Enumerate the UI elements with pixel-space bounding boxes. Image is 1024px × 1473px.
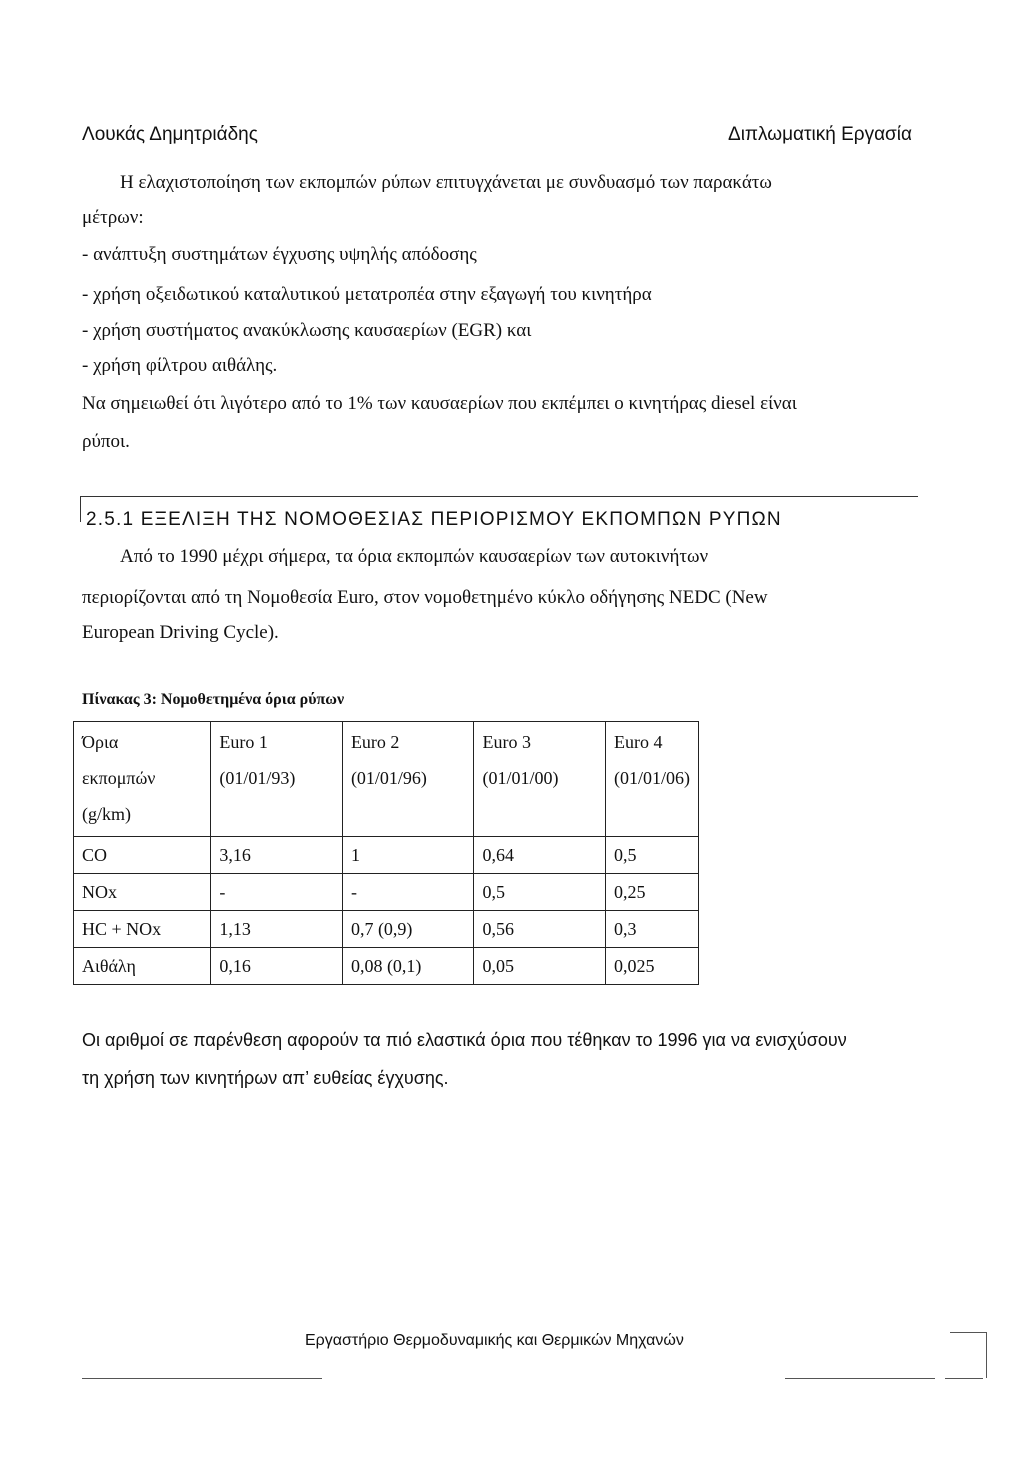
header-cell-line: Euro 3 bbox=[482, 732, 531, 752]
note-line-2: ρύποι. bbox=[82, 431, 130, 452]
header-cell-line: Όρια bbox=[82, 732, 119, 752]
bullet-item: - χρήση οξειδωτικού καταλυτικού μετατροπέα στην εξαγωγή του κινητήρα bbox=[82, 284, 652, 305]
section-para-line-1: Από το 1990 μέχρι σήμερα, τα όρια εκπομπών καυσαερίων των αυτοκινήτων bbox=[120, 546, 709, 567]
header-author: Λουκάς Δημητριάδης bbox=[82, 124, 258, 145]
table-cell: HC + NOx bbox=[74, 911, 211, 948]
section-para-line-3: European Driving Cycle). bbox=[82, 622, 279, 643]
bullet-item: - χρήση φίλτρου αιθάλης. bbox=[82, 355, 278, 376]
table-cell: - bbox=[342, 874, 474, 911]
header-cell-limits bbox=[74, 722, 211, 837]
header-cell-line: εκπομπών bbox=[82, 768, 156, 788]
emission-limits-table bbox=[73, 721, 699, 985]
table-cell: 0,5 bbox=[474, 874, 606, 911]
intro-line-1: Η ελαχιστοποίηση των εκπομπών ρύπων επιτυγχάνεται με συνδυασμό των παρακάτω bbox=[120, 172, 772, 193]
header-cell-line: Euro 4 bbox=[614, 732, 663, 752]
note-line-1: Να σημειωθεί ότι λιγότερο από το 1% των καυσαερίων που εκπέμπει ο κινητήρας diesel είναι bbox=[82, 393, 797, 414]
footer-corner-side bbox=[986, 1332, 987, 1378]
header-cell-line: (g/km) bbox=[82, 804, 131, 824]
bullet-item: - ανάπτυξη συστημάτων έγχυσης υψηλής απόδοσης bbox=[82, 244, 477, 265]
table-cell: 0,64 bbox=[474, 837, 606, 874]
table-cell: 0,25 bbox=[606, 874, 699, 911]
table-cell: 0,7 (0,9) bbox=[342, 911, 474, 948]
section-side-tick bbox=[80, 496, 81, 522]
footer-corner-top bbox=[950, 1332, 986, 1333]
header-cell-euro3 bbox=[474, 722, 606, 837]
header-cell-line: (01/01/93) bbox=[219, 768, 296, 788]
header-cell-line: Euro 1 bbox=[219, 732, 268, 752]
table-caption: Πίνακας 3: Νομοθετημένα όρια ρύπων bbox=[82, 691, 345, 708]
table-cell: 0,3 bbox=[606, 911, 699, 948]
footer-rule-left bbox=[82, 1378, 322, 1379]
table-cell: 0,025 bbox=[606, 948, 699, 985]
table-cell: 1,13 bbox=[211, 911, 343, 948]
table-cell: NOx bbox=[74, 874, 211, 911]
after-table-line-1: Οι αριθμοί σε παρένθεση αφορούν τα πιό ελαστικά όρια που τέθηκαν το 1996 για να ενισχύσουν bbox=[82, 1030, 847, 1050]
section-heading: 2.5.1 ΕΞΕΛΙΞΗ ΤΗΣ ΝΟΜΟΘΕΣΙΑΣ ΠΕΡΙΟΡΙΣΜΟΥ ΕΚΠΟΜΠΩΝ ΡΥΠΩΝ bbox=[86, 509, 782, 530]
intro-line-2: μέτρων: bbox=[82, 207, 144, 228]
footer-text: Εργαστήριο Θερμοδυναμικής και Θερμικών Μηχανών bbox=[305, 1332, 684, 1349]
table-header-row bbox=[74, 722, 699, 837]
table-cell: 0,05 bbox=[474, 948, 606, 985]
footer-rule-right bbox=[785, 1378, 935, 1379]
table-row bbox=[74, 874, 699, 911]
table-row bbox=[74, 948, 699, 985]
table-cell: 0,56 bbox=[474, 911, 606, 948]
table-cell: 0,16 bbox=[211, 948, 343, 985]
section-top-rule bbox=[80, 496, 918, 497]
header-cell-line: (01/01/00) bbox=[482, 768, 559, 788]
table-row bbox=[74, 911, 699, 948]
header-doc-type: Διπλωματική Εργασία bbox=[728, 124, 912, 145]
table-cell: 0,08 (0,1) bbox=[342, 948, 474, 985]
table-row bbox=[74, 837, 699, 874]
header-cell-line: (01/01/06) bbox=[614, 768, 690, 788]
table-cell: 1 bbox=[342, 837, 474, 874]
section-para-line-2: περιορίζονται από τη Νομοθεσία Euro, στον νομοθετημένο κύκλο οδήγησης NEDC (New bbox=[82, 587, 768, 608]
bullet-item: - χρήση συστήματος ανακύκλωσης καυσαερίων (EGR) και bbox=[82, 320, 532, 341]
footer-rule-corner bbox=[945, 1378, 983, 1379]
after-table-line-2: τη χρήση των κινητήρων απ’ ευθείας έγχυσης. bbox=[82, 1068, 449, 1088]
table-cell: Αιθάλη bbox=[74, 948, 211, 985]
header-cell-euro4 bbox=[606, 722, 699, 837]
header-cell-line: Euro 2 bbox=[350, 732, 400, 752]
header-cell-euro2 bbox=[342, 722, 474, 837]
table-cell: CO bbox=[74, 837, 211, 874]
table-cell: 3,16 bbox=[211, 837, 343, 874]
table-cell: 0,5 bbox=[606, 837, 699, 874]
header-cell-line: (01/01/96) bbox=[350, 768, 427, 788]
table-cell: - bbox=[211, 874, 343, 911]
header-cell-euro1 bbox=[211, 722, 343, 837]
